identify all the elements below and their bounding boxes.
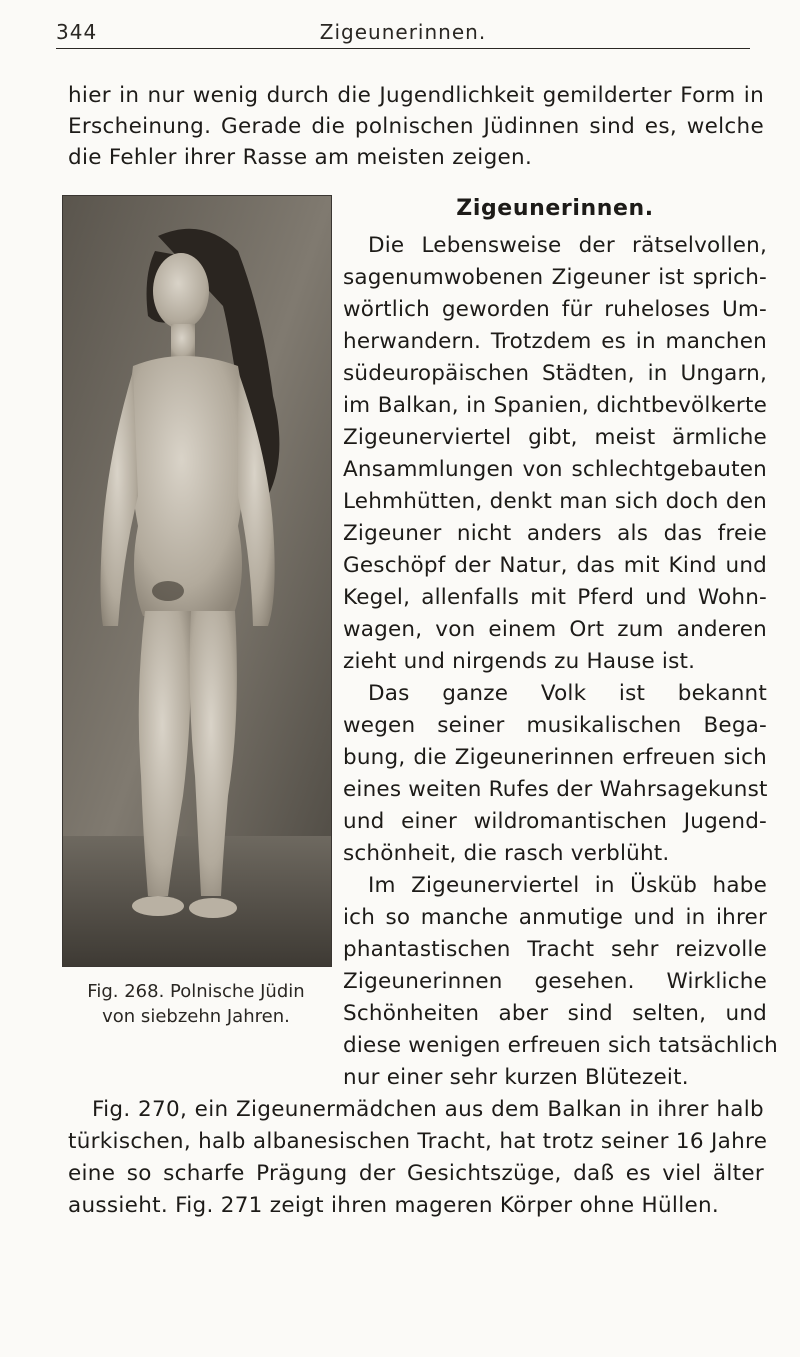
column-line: im Balkan, in Spanien, dichtbevölkerte <box>343 393 767 418</box>
column-line: schönheit, die rasch verblüht. <box>343 841 670 866</box>
closing-line: eine so scharfe Prägung der Gesichtszüge, daß es viel älter <box>68 1161 764 1186</box>
running-header <box>56 18 750 49</box>
column-line: Die Lebensweise der rätselvollen, <box>368 233 767 258</box>
intro-line: Erscheinung. Gerade die polnischen Jüdinnen sind es, welche <box>68 114 764 139</box>
figure-photo-svg <box>63 196 331 966</box>
column-line: Schönheiten aber sind selten, und <box>343 1001 767 1026</box>
column-line: Zigeuner nicht anders als das freie <box>343 521 767 546</box>
column-line: eines weiten Rufes der Wahrsagekunst <box>343 777 768 802</box>
column-line: ich so manche anmutige und in ihrer <box>343 905 767 930</box>
column-line: südeuropäischen Städten, in Ungarn, <box>343 361 767 386</box>
column-line: wörtlich geworden für ruheloses Um- <box>343 297 767 322</box>
column-line: zieht und nirgends zu Hause ist. <box>343 649 696 674</box>
column-line: Geschöpf der Natur, das mit Kind und <box>343 553 767 578</box>
column-line: Zigeunerinnen gesehen. Wirkliche <box>343 969 767 994</box>
figure-caption-line: von siebzehn Jahren. <box>102 1006 290 1027</box>
column-line: phantastischen Tracht sehr reizvolle <box>343 937 767 962</box>
torso-shape <box>129 356 246 616</box>
column-line: nur einer sehr kurzen Blütezeit. <box>343 1065 689 1090</box>
closing-line: Fig. 270, ein Zigeunermädchen aus dem Balkan in ihrer halb <box>92 1097 764 1122</box>
figure-caption-line: Fig. 268. Polnische Jüdin <box>87 981 305 1002</box>
column-line: Im Zigeunerviertel in Üsküb habe <box>368 873 767 898</box>
head-shape <box>153 253 209 329</box>
page-number: 344 <box>56 20 98 44</box>
intro-line: hier in nur wenig durch die Jugendlichkeit gemilderter Form in <box>68 83 764 108</box>
column-line: sagenumwobenen Zigeuner ist sprich- <box>343 265 767 290</box>
column-line: wegen seiner musikalischen Bega- <box>343 713 767 738</box>
column-line: Ansammlungen von schlechtgebauten <box>343 457 767 482</box>
closing-line: türkischen, halb albanesischen Tracht, hat trotz seiner 16 Jahre <box>68 1129 768 1154</box>
section-heading: Zigeunerinnen. <box>456 196 654 221</box>
column-line: wagen, von einem Ort zum anderen <box>343 617 767 642</box>
column-line: Zigeunerviertel gibt, meist ärmliche <box>343 425 767 450</box>
column-line: herwandern. Trotzdem es in manchen <box>343 329 767 354</box>
closing-line: aussieht. Fig. 271 zeigt ihren mageren Körper ohne Hüllen. <box>68 1193 720 1218</box>
column-line: und einer wildromantischen Jugend- <box>343 809 767 834</box>
running-title: Zigeunerinnen. <box>319 20 487 44</box>
column-line: Das ganze Volk ist bekannt <box>368 681 767 706</box>
column-line: Lehmhütten, denkt man sich doch den <box>343 489 767 514</box>
figure-photograph <box>62 195 332 967</box>
column-line: Kegel, allenfalls mit Pferd und Wohn- <box>343 585 767 610</box>
column-line: diese wenigen erfreuen sich tatsächlich <box>343 1033 778 1058</box>
intro-line: die Fehler ihrer Rasse am meisten zeigen. <box>68 145 533 170</box>
column-line: bung, die Zigeunerinnen erfreuen sich <box>343 745 767 770</box>
